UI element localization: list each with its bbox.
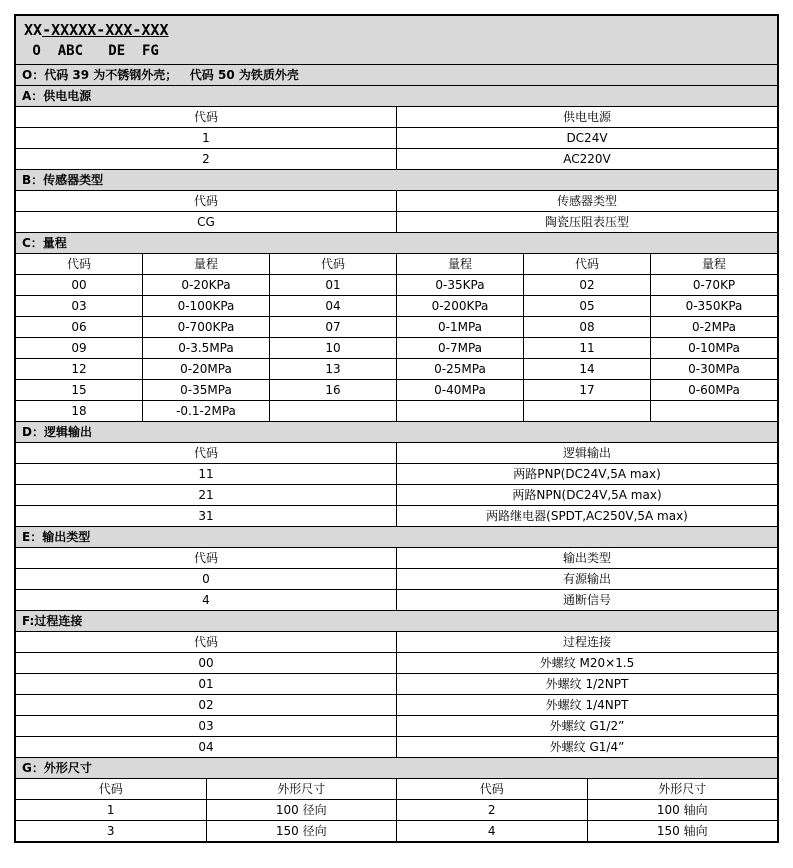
table-row xyxy=(16,715,777,736)
table-cell xyxy=(524,401,651,421)
section-e-header: E：输出类型 xyxy=(16,526,777,547)
section-o-header: O：代码 39 为不锈钢外壳； 代码 50 为铁质外壳 xyxy=(16,64,777,85)
model-code-title-block xyxy=(16,16,777,64)
table-cell: 0-1MPa xyxy=(397,317,524,337)
table-cell: 2 xyxy=(397,800,588,820)
table-row xyxy=(16,694,777,715)
table-row xyxy=(16,505,777,526)
table-cell: 05 xyxy=(524,296,651,316)
table-cell: 两路继电器(SPDT,AC250V,5A max) xyxy=(486,509,688,523)
column-header-cell: 外形尺寸 xyxy=(658,782,707,796)
table-row xyxy=(16,211,777,232)
table-header-row xyxy=(16,631,777,652)
table-cell: 4 xyxy=(16,590,397,610)
table-cell xyxy=(651,401,777,421)
table-cell: 15 xyxy=(16,380,143,400)
table-row xyxy=(16,484,777,505)
section-f-header: F:过程连接 xyxy=(16,610,777,631)
table-cell: 0-10MPa xyxy=(688,341,740,355)
table-cell: 0-2MPa xyxy=(691,320,736,334)
table-cell: 02 xyxy=(524,275,651,295)
table-cell: 11 xyxy=(16,464,397,484)
table-cell: 两路NPN(DC24V,5A max) xyxy=(512,488,662,502)
table-cell: 17 xyxy=(524,380,651,400)
table-cell: 01 xyxy=(16,674,397,694)
table-cell: 陶瓷压阻表压型 xyxy=(544,215,629,229)
table-cell: 00 xyxy=(16,653,397,673)
column-header-cell: 输出类型 xyxy=(562,551,611,565)
table-cell: 08 xyxy=(524,317,651,337)
table-cell: 02 xyxy=(16,695,397,715)
column-header-cell: 量程 xyxy=(701,257,726,271)
table-cell: 0-200KPa xyxy=(397,296,524,316)
section-g-header: G：外形尺寸 xyxy=(16,757,777,778)
column-header-cell: 代码 xyxy=(16,548,397,568)
table-cell: 11 xyxy=(524,338,651,358)
table-cell: 150 轴向 xyxy=(656,824,708,838)
table-cell: 3 xyxy=(16,821,207,841)
table-cell: 01 xyxy=(270,275,397,295)
model-code-prefix: XX xyxy=(24,21,43,39)
table-cell: 0-700KPa xyxy=(143,317,270,337)
table-row xyxy=(16,463,777,484)
table-cell: 10 xyxy=(270,338,397,358)
table-cell: 0-20KPa xyxy=(143,275,270,295)
table-cell: 03 xyxy=(16,296,143,316)
table-row xyxy=(16,652,777,673)
column-header-cell: 代码 xyxy=(16,632,397,652)
table-cell: 100 轴向 xyxy=(656,803,708,817)
table-cell: 2 xyxy=(16,149,397,169)
table-cell: 外螺纹 G1/2” xyxy=(549,719,625,733)
section-a-header: A：供电电源 xyxy=(16,85,777,106)
table-row xyxy=(16,358,777,379)
table-row xyxy=(16,127,777,148)
column-header-cell: 代码 xyxy=(397,779,588,799)
column-header-cell: 代码 xyxy=(16,191,397,211)
table-cell xyxy=(270,401,397,421)
table-cell: 0-30MPa xyxy=(688,362,740,376)
table-row xyxy=(16,337,777,358)
table-cell: 0-70KP xyxy=(692,278,736,292)
table-cell: 04 xyxy=(270,296,397,316)
table-cell: 0-7MPa xyxy=(397,338,524,358)
table-header-row xyxy=(16,253,777,274)
table-cell: 外螺纹 1/4NPT xyxy=(545,698,629,712)
table-row xyxy=(16,589,777,610)
column-header-cell: 外形尺寸 xyxy=(207,779,398,799)
table-cell: CG xyxy=(16,212,397,232)
table-cell: 外螺纹 M20×1.5 xyxy=(539,656,635,670)
table-cell: 0-60MPa xyxy=(688,383,740,397)
table-cell: 12 xyxy=(16,359,143,379)
table-cell: 14 xyxy=(524,359,651,379)
table-cell: 16 xyxy=(270,380,397,400)
column-header-cell: 代码 xyxy=(270,254,397,274)
table-cell: -0.1-2MPa xyxy=(143,401,270,421)
table-cell: 00 xyxy=(16,275,143,295)
table-header-row xyxy=(16,547,777,568)
table-row xyxy=(16,568,777,589)
sections-container xyxy=(16,64,777,841)
table-cell: 0-35MPa xyxy=(143,380,270,400)
table-cell: 150 径向 xyxy=(207,821,398,841)
table-cell: 03 xyxy=(16,716,397,736)
table-cell: 31 xyxy=(16,506,397,526)
table-cell: 0-3.5MPa xyxy=(143,338,270,358)
table-cell xyxy=(397,401,524,421)
column-header-cell: 代码 xyxy=(524,254,651,274)
section-d-header: D：逻辑输出 xyxy=(16,421,777,442)
table-cell: AC220V xyxy=(563,152,611,166)
table-cell: 外螺纹 1/2NPT xyxy=(545,677,629,691)
order-code-sheet xyxy=(14,14,779,843)
table-cell: 1 xyxy=(16,128,397,148)
table-cell: 0-350KPa xyxy=(685,299,743,313)
table-row xyxy=(16,316,777,337)
table-cell: 18 xyxy=(16,401,143,421)
column-header-cell: 量程 xyxy=(143,254,270,274)
column-header-cell: 代码 xyxy=(16,779,207,799)
table-header-row xyxy=(16,442,777,463)
table-cell: 0-40MPa xyxy=(397,380,524,400)
table-cell: 09 xyxy=(16,338,143,358)
table-cell: DC24V xyxy=(566,131,608,145)
table-cell: 04 xyxy=(16,737,397,757)
table-cell: 0-25MPa xyxy=(397,359,524,379)
column-header-cell: 过程连接 xyxy=(562,635,611,649)
section-b-header: B：传感器类型 xyxy=(16,169,777,190)
column-header-cell: 代码 xyxy=(16,254,143,274)
table-cell: 0-35KPa xyxy=(397,275,524,295)
table-cell: 1 xyxy=(16,800,207,820)
table-header-row xyxy=(16,106,777,127)
section-c-header: C：量程 xyxy=(16,232,777,253)
table-cell: 4 xyxy=(397,821,588,841)
table-cell: 外螺纹 G1/4” xyxy=(549,740,625,754)
table-cell: 两路PNP(DC24V,5A max) xyxy=(513,467,661,481)
table-row xyxy=(16,400,777,421)
table-header-row xyxy=(16,778,777,799)
table-cell: 有源输出 xyxy=(562,572,611,586)
table-cell: 06 xyxy=(16,317,143,337)
table-cell: 0-20MPa xyxy=(143,359,270,379)
model-code-underlined: -XXXXX-XXX-XXX xyxy=(42,21,169,39)
table-cell: 100 径向 xyxy=(207,800,398,820)
table-cell: 21 xyxy=(16,485,397,505)
table-cell: 07 xyxy=(270,317,397,337)
table-row xyxy=(16,736,777,757)
table-row xyxy=(16,148,777,169)
column-header-cell: 逻辑输出 xyxy=(562,446,611,460)
table-row xyxy=(16,820,777,841)
column-header-cell: 传感器类型 xyxy=(556,194,617,208)
table-cell: 13 xyxy=(270,359,397,379)
table-row xyxy=(16,379,777,400)
table-cell: 0-100KPa xyxy=(143,296,270,316)
column-header-cell: 量程 xyxy=(397,254,524,274)
model-code-line xyxy=(24,19,769,41)
table-row xyxy=(16,274,777,295)
column-header-cell: 代码 xyxy=(16,443,397,463)
table-row xyxy=(16,295,777,316)
table-header-row xyxy=(16,190,777,211)
column-header-cell: 代码 xyxy=(16,107,397,127)
column-header-cell: 供电电源 xyxy=(562,110,611,124)
table-cell: 通断信号 xyxy=(562,593,611,607)
model-code-legend: O ABC DE FG xyxy=(24,43,159,59)
table-row xyxy=(16,799,777,820)
table-row xyxy=(16,673,777,694)
table-cell: 0 xyxy=(16,569,397,589)
